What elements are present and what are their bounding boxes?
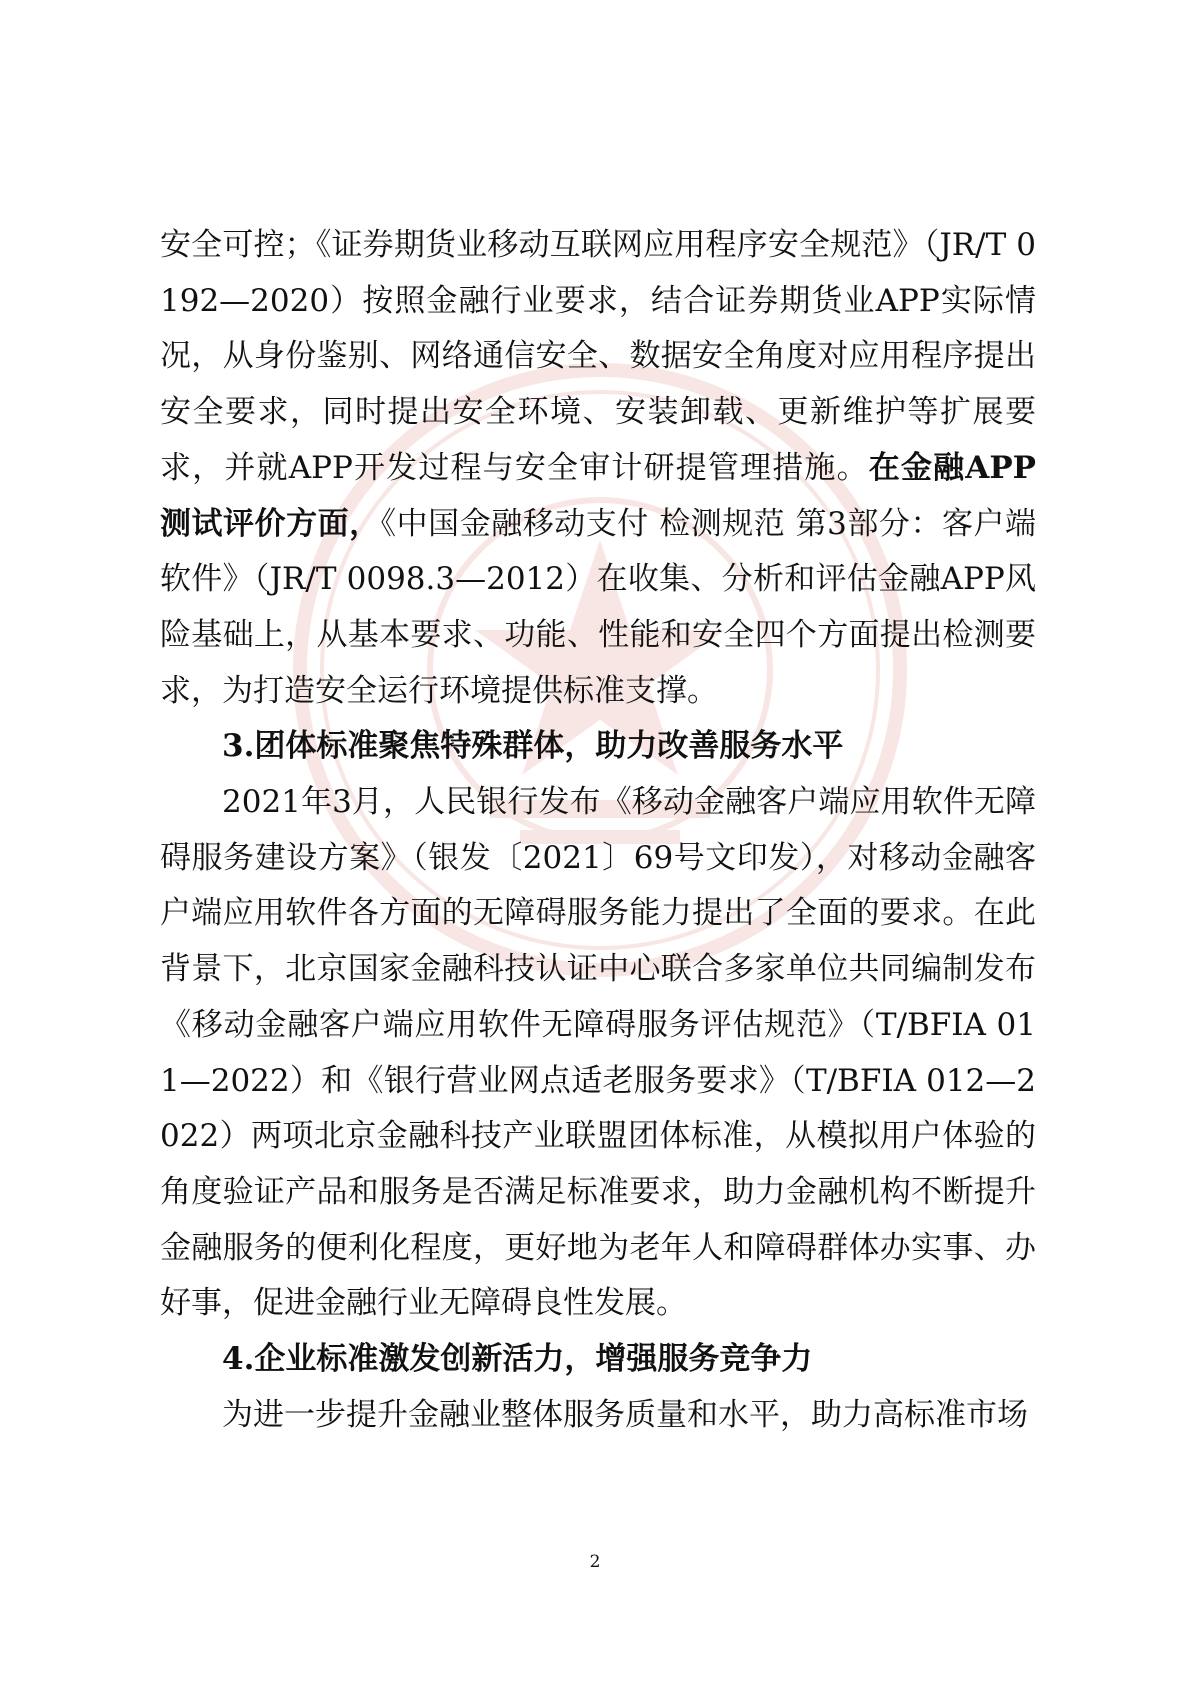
paragraph-text: 安全可控；《证券期货业移动互联网应用程序安全规范》（JR/T 0192—2020）按照金融行业要求，结合证券期货业APP实际情况，从身份鉴别、网络通信安全、数据安全角度对应用程序提出安全要求，同时提出安全环境、安装卸载、更新维护等扩展要求，并就APP开发过程与安全审计研提管理措施。 [160, 227, 1036, 486]
page-number: 2 [589, 1552, 601, 1572]
body-text [160, 218, 1036, 1443]
section-heading-3: 3.团体标准聚焦特殊群体，助力改善服务水平 [222, 728, 844, 765]
paragraph-accessibility: 2021年3月，人民银行发布《移动金融客户端应用软件无障碍服务建设方案》（银发〔2021〕69号文印发），对移动金融客户端应用软件各方面的无障碍服务能力提出了全面的要求。在此背景下，北京国家金融科技认证中心联合多家单位共同编制发布《移动金融客户端应用软件无障碍服务评估规范》（T/BFIA 011—2022）和《银行营业网点适老服务要求》（T/BFIA 012—2022）两项北京金融科技产业联盟团体标准，从模拟用户体验的角度验证产品和服务是否满足标准要求，助力金融机构不断提升金融服务的便利化程度，更好地为老年人和障碍群体办实事、办好事，促进金融行业无障碍良性发展。 [160, 784, 1036, 1322]
paragraph-enterprise: 为进一步提升金融业整体服务质量和水平，助力高标准市场 [222, 1396, 1028, 1433]
bold-phrase: 在金融APP测试评价方面， [160, 449, 1036, 542]
section-heading-4: 4.企业标准激发创新活力，增强服务竞争力 [222, 1341, 813, 1378]
paragraph-text: 《中国金融移动支付 检测规范 第3部分：客户端软件》（JR/T 0098.3—2012）在收集、分析和评估金融APP风险基础上，从基本要求、功能、性能和安全四个方面提出检测要求，为打造安全运行环境提供标准支撑。 [160, 505, 1036, 709]
paragraph-standards [160, 218, 1036, 719]
